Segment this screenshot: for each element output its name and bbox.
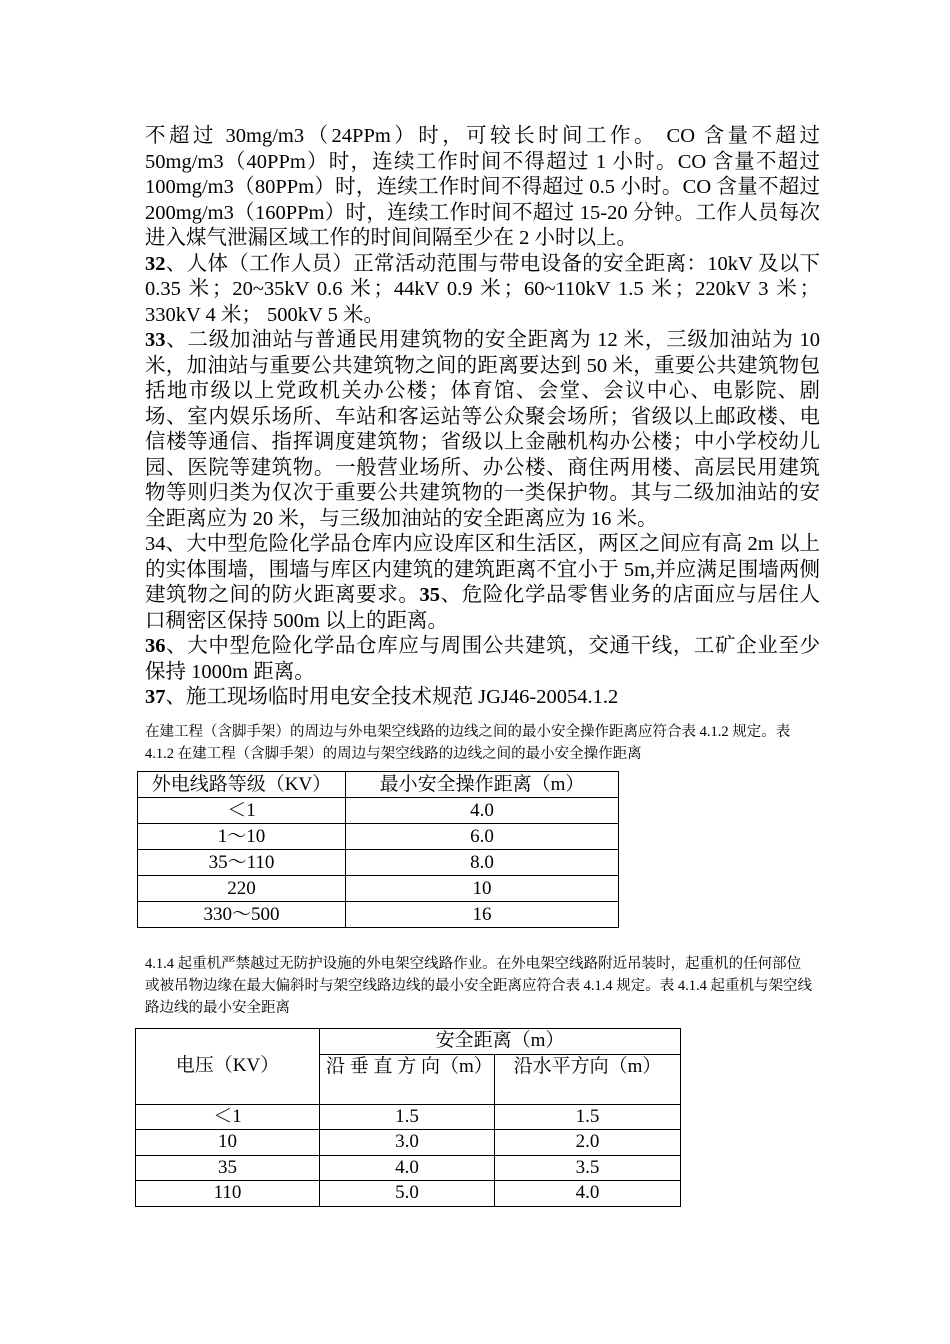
table-4-1-4	[135, 1028, 681, 1207]
table-cell: 1～10	[138, 824, 346, 850]
header-cell: 沿 垂 直 方 向（m）	[320, 1054, 495, 1104]
table-row	[136, 1181, 681, 1207]
paragraph-36	[145, 634, 820, 685]
table-row	[138, 850, 619, 876]
paragraph-text: 、施工现场临时用电安全技术规范 JGJ46-20054.1.2	[165, 686, 619, 708]
paragraph-text: 34、大中型危险化学品仓库内应设库区和生活区，两区之间应有高 2m 以上的实体围墙，围墙与库区内建筑的建筑距离不宜小于 5m,并应满足围墙两侧建筑物之间的防火距离要求。	[145, 533, 820, 606]
table-cell: ＜1	[138, 798, 346, 824]
table-row	[136, 1104, 681, 1130]
paragraph-text: 、二级加油站与普通民用建筑物的安全距离为 12 米，三级加油站为 10 米，加油站与重要公共建筑物之间的距离要达到 50 米，重要公共建筑物包括地市级以上党政机关办公楼；体育馆、会堂、会议中心、电影院、剧场、室内娱乐场所、车站和客运站等公众聚会场所；省级以上邮政楼、电信楼等通信、指挥调度建筑物；省级以上金融机构办公楼；中小学校幼儿园、医院等建筑物。一般营业场所、办公楼、商住两用楼、高层民用建筑物等则归类为仅次于重要公共建筑物的一类保护物。其与二级加油站的安全距离应为 20 米，与三级加油站的安全距离应为 16 米。	[145, 329, 820, 530]
table-cell: 1.5	[320, 1104, 495, 1130]
table-cell: 4.0	[320, 1155, 495, 1181]
table2-caption: 4.1.4 起重机严禁越过无防护设施的外电架空线路作业。在外电架空线路附近吊装时，起重机的任何部位或被吊物边缘在最大偏斜时与架空线路边线的最小安全距离应符合表 4.1.4 规定。表 4.1.4 起重机与架空线路边线的最小安全距离	[145, 956, 812, 1016]
table-cell: 3.0	[320, 1130, 495, 1156]
table-4-1-2	[137, 771, 619, 928]
header-cell: 沿水平方向（m）	[495, 1054, 681, 1104]
table-cell: 35～110	[138, 850, 346, 876]
table-cell: 35	[136, 1155, 320, 1181]
table-cell: 4.0	[495, 1181, 681, 1207]
item-number: 33	[145, 329, 166, 351]
table-cell: 4.0	[346, 798, 619, 824]
table-row	[138, 902, 619, 928]
header-cell: 安全距离（m）	[320, 1029, 681, 1055]
paragraph-text: 、危险化学品零售业务的店面应与居住人口稠密区保持 500m 以上的距离。	[145, 584, 820, 632]
table-cell: ＜1	[136, 1104, 320, 1130]
table-cell: 5.0	[320, 1181, 495, 1207]
item-number: 32	[145, 252, 166, 275]
table-cell: 110	[136, 1181, 320, 1207]
paragraph-34-35	[145, 532, 820, 634]
table-cell: 10	[346, 876, 619, 902]
header-cell: 电压（KV）	[136, 1029, 320, 1105]
paragraph-text: 、大中型危险化学品仓库应与周围公共建筑，交通干线，工矿企业至少保持 1000m 距离。	[145, 635, 820, 683]
table-row	[136, 1130, 681, 1156]
table-cell: 8.0	[346, 850, 619, 876]
table-header-row	[138, 772, 619, 798]
paragraph-37	[145, 685, 820, 711]
table-cell: 10	[136, 1130, 320, 1156]
table-row	[136, 1155, 681, 1181]
table-cell: 6.0	[346, 824, 619, 850]
table-row	[138, 824, 619, 850]
table-cell: 2.0	[495, 1130, 681, 1156]
table-row	[138, 798, 619, 824]
main-text	[145, 124, 820, 711]
table-cell: 330～500	[138, 902, 346, 928]
item-number: 36	[145, 635, 166, 657]
table-cell: 1.5	[495, 1104, 681, 1130]
paragraph-text: 、人体（工作人员）正常活动范围与带电设备的安全距离：10kV 及以下 0.35 米；20~35kV 0.6 米；44kV 0.9 米；60~110kV 1.5 米；220kV 3 米； 330kV 4 米； 500kV 5 米。	[145, 252, 820, 326]
header-cell: 外电线路等级（KV）	[138, 772, 346, 798]
table-row	[138, 876, 619, 902]
header-cell: 最小安全操作距离（m）	[346, 772, 619, 798]
table-cell: 16	[346, 902, 619, 928]
paragraph-32	[145, 252, 820, 329]
table-header-row	[136, 1029, 681, 1055]
paragraph-33	[145, 328, 820, 532]
item-number: 35	[419, 584, 440, 606]
item-number: 37	[145, 686, 166, 708]
table-cell: 220	[138, 876, 346, 902]
table1-caption: 在建工程（含脚手架）的周边与外电架空线路的边线之间的最小安全操作距离应符合表 4.1.2 规定。表 4.1.2 在建工程（含脚手架）的周边与架空线路的边线之间的最小安全操作距离	[145, 724, 791, 762]
paragraph-co: 不超过 30mg/m3（24PPm）时，可较长时间工作。 CO 含量不超过 50mg/m3（40PPm）时，连续工作时间不得超过 1 小时。CO 含量不超过 100mg/m3（80PPm）时，连续工作时间不得超过 0.5 小时。CO 含量不超过 200mg/m3（160PPm）时，连续工作时间不超过 15-20 分钟。工作人员每次进入煤气泄漏区域工作的时间间隔至少在 2 小时以上。	[145, 125, 820, 249]
table-cell: 3.5	[495, 1155, 681, 1181]
